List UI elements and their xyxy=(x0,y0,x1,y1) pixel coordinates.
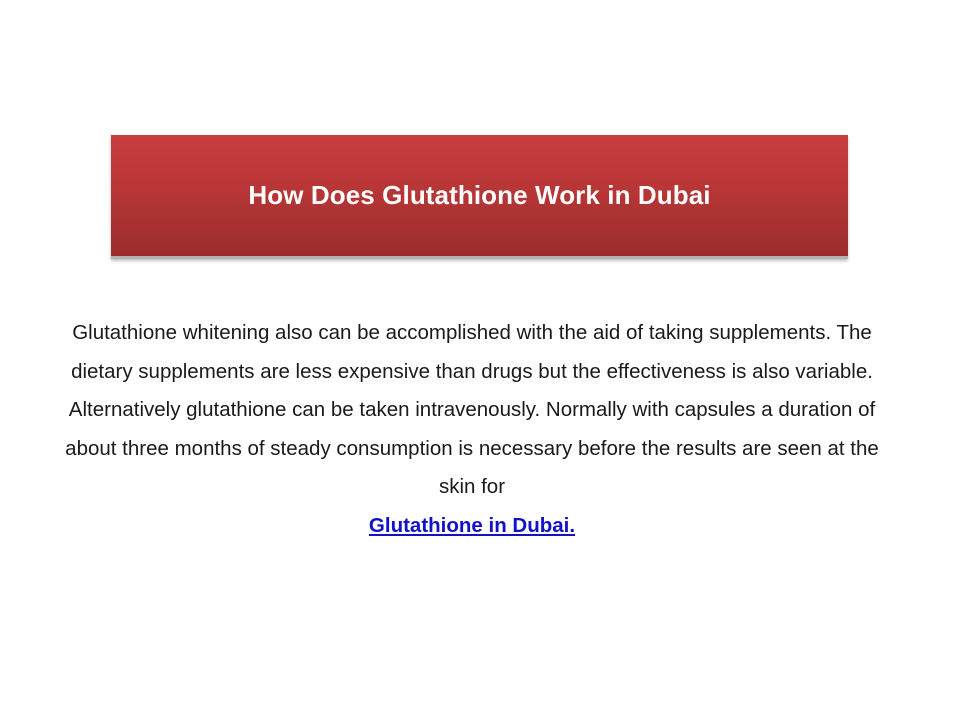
glutathione-dubai-link[interactable]: Glutathione in Dubai. xyxy=(368,513,576,537)
body-paragraph xyxy=(60,314,884,545)
title-banner xyxy=(111,135,848,259)
slide-title: How Does Glutathione Work in Dubai xyxy=(248,180,711,210)
body-text: Glutathione whitening also can be accomplished with the aid of taking supplements. The dietary supplements are less expensive than drugs but the effectiveness is also variable. Alternatively glutathione can be taken intravenously. Normally with capsules a duration of about three months of steady consumption is necessary before the results are seen at the skin for xyxy=(65,321,879,498)
